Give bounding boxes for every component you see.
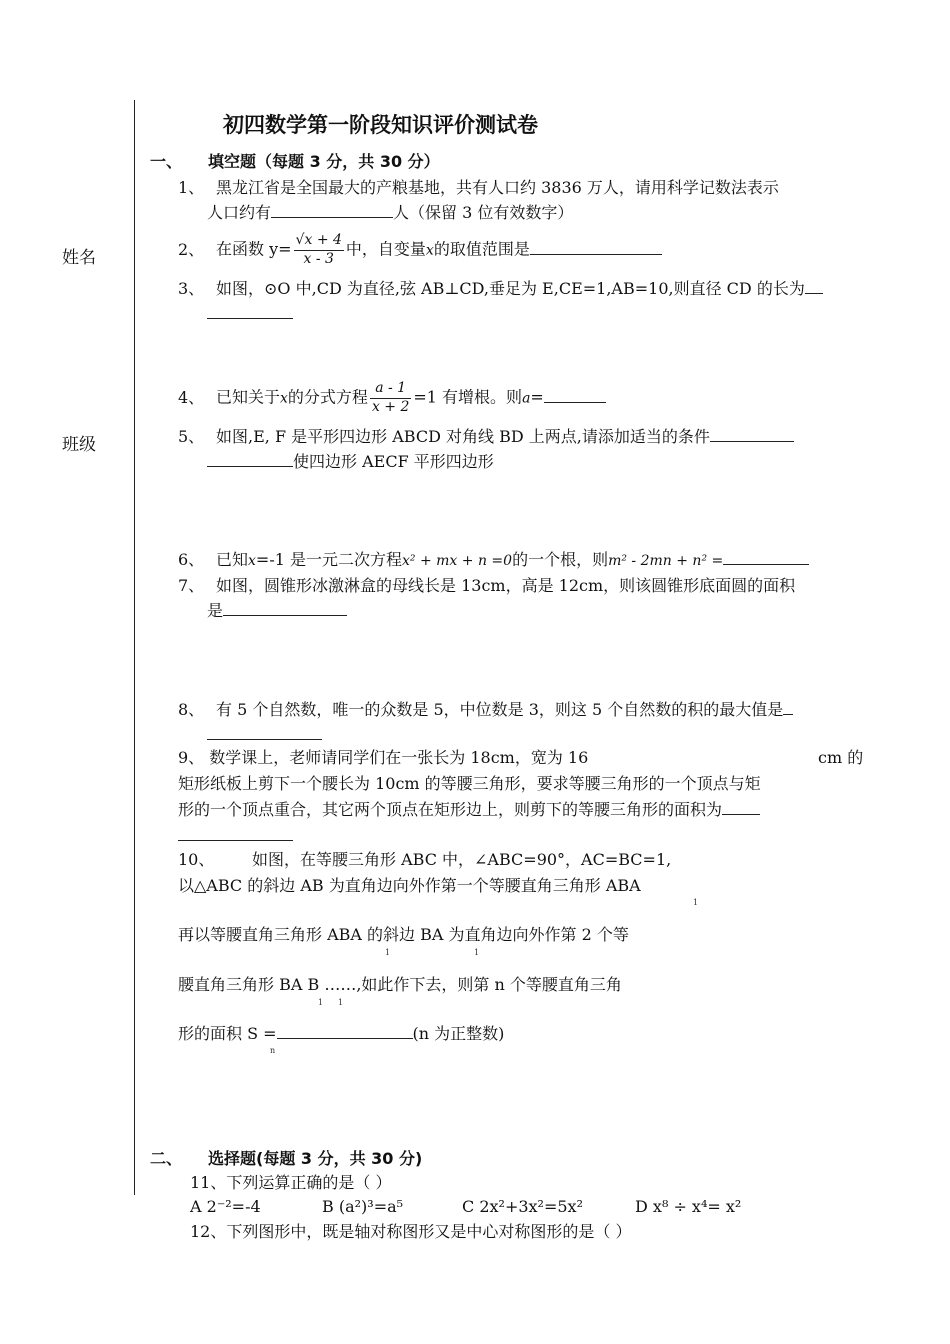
q11-option-b: B (a²)³=a⁵ bbox=[322, 1197, 404, 1216]
q11-option-c: C 2x²+3x²=5x² bbox=[462, 1197, 583, 1216]
q3-line1: 3、 如图，⊙O 中,CD 为直径,弦 AB⊥CD,垂足为 E,CE=1,AB=10,则直径 CD 的长为 bbox=[178, 279, 823, 298]
q1-line2: 人口约有 人（保留 3 位有效数字） bbox=[207, 203, 574, 222]
q3-answer-blank bbox=[207, 304, 293, 319]
q8-line1: 8、 有 5 个自然数，唯一的众数是 5，中位数是 3，则这 5 个自然数的积的最大值是 bbox=[178, 700, 793, 719]
q10-subscript: 1 bbox=[693, 898, 699, 907]
q7-answer-blank bbox=[223, 601, 347, 616]
q10-line3: 再以等腰直角三角形 ABA 的斜边 BA 为直角边向外作第 2 个等 bbox=[178, 925, 629, 944]
q5-answer-blank bbox=[207, 452, 293, 467]
q12-stem: 12、下列图形中，既是轴对称图形又是中心对称图形的是（ ） bbox=[190, 1222, 632, 1241]
page-title: 初四数学第一阶段知识评价测试卷 bbox=[223, 113, 538, 137]
q7-line1: 7、 如图，圆锥形冰激淋盒的母线长是 13cm，高是 12cm，则该圆锥形底面圆的面积 bbox=[178, 576, 796, 595]
q4: 4、 已知关于x的分式方程 $\frac{a - 1}{x + 2}$ =1 有增根。则a= bbox=[178, 380, 606, 416]
section1-heading: 一、 填空题（每题 3 分，共 30 分） bbox=[150, 152, 440, 171]
q1-line1: 1、 黑龙江省是全国最大的产粮基地，共有人口约 3836 万人，请用科学记数法表示 bbox=[178, 178, 779, 197]
q2-answer-blank bbox=[530, 240, 662, 255]
q10-subscript: 1 bbox=[474, 948, 480, 957]
q10-subscript: 1 bbox=[318, 998, 324, 1007]
q10-subscript: 1 bbox=[338, 998, 344, 1007]
q6: 6、 已知x=-1 是一元二次方程x² + mx + n =0的一个根，则m² - 2mn + n² = bbox=[178, 550, 809, 570]
q4-answer-blank bbox=[544, 388, 606, 403]
q4-fraction: $\frac{a - 1}{x + 2}$ bbox=[371, 380, 410, 415]
q10-answer-blank bbox=[277, 1024, 413, 1039]
q6-answer-blank bbox=[723, 550, 809, 565]
q9-line1-end: cm 的 bbox=[818, 748, 864, 767]
q9-line2: 矩形纸板上剪下一个腰长为 10cm 的等腰三角形，要求等腰三角形的一个顶点与矩 bbox=[178, 774, 761, 793]
q8-answer-blank bbox=[207, 725, 322, 740]
q10-line5: 形的面积 S = (n 为正整数) bbox=[178, 1024, 505, 1043]
q11-stem: 11、下列运算正确的是（ ） bbox=[190, 1173, 392, 1192]
q5-line2: 使四边形 AECF 平形四边形 bbox=[207, 452, 494, 471]
q1-answer-blank bbox=[271, 203, 393, 218]
q9-answer-blank bbox=[178, 826, 293, 841]
binding-margin-line bbox=[134, 100, 135, 1195]
q10-line2: 以△ABC 的斜边 AB 为直角边向外作第一个等腰直角三角形 ABA bbox=[178, 876, 641, 895]
class-label: 班级 bbox=[62, 435, 96, 455]
q7-line2: 是 bbox=[207, 601, 347, 620]
q10-subscript-n: n bbox=[270, 1046, 276, 1055]
q10-subscript: 1 bbox=[385, 948, 391, 957]
q10-line4: 腰直角三角形 BA B ……,如此作下去，则第 n 个等腰直角三角 bbox=[178, 975, 622, 994]
q11-option-a: A 2⁻²=-4 bbox=[190, 1197, 261, 1216]
q2: 2、 在函数 y= $\frac{√x + 4}{x - 3}$ 中，自变量x的取值范围是 bbox=[178, 232, 662, 268]
q10-line1: 10、 如图，在等腰三角形 ABC 中，∠ABC=90°，AC=BC=1, bbox=[178, 850, 672, 869]
name-label: 姓名 bbox=[62, 248, 96, 268]
q8-line2 bbox=[207, 725, 322, 744]
q3-line2 bbox=[207, 304, 293, 323]
q9-line3: 形的一个顶点重合，其它两个顶点在矩形边上，则剪下的等腰三角形的面积为 bbox=[178, 800, 760, 819]
q9-line1: 9、 数学课上，老师请同学们在一张长为 18cm，宽为 16 bbox=[178, 748, 589, 767]
section2-heading: 二、 选择题(每题 3 分，共 30 分) bbox=[150, 1149, 423, 1168]
q11-option-d: D x⁸ ÷ x⁴= x² bbox=[635, 1197, 742, 1216]
q9-line4 bbox=[178, 826, 293, 845]
q2-fraction: $\frac{√x + 4}{x - 3}$ bbox=[295, 232, 342, 267]
q5-line1: 5、 如图,E, F 是平形四边形 ABCD 对角线 BD 上两点,请添加适当的条件 bbox=[178, 427, 794, 446]
